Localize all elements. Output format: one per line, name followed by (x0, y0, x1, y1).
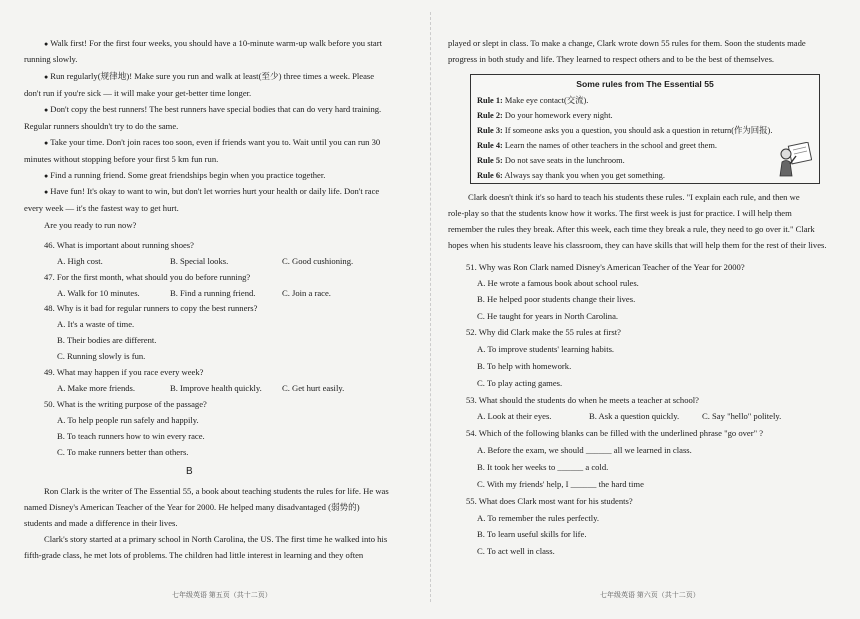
option-50c[interactable]: C. To make runners better than others. (57, 447, 189, 457)
question-55: 55. What does Clark most want for his students? (466, 496, 633, 506)
section-heading: B (186, 466, 193, 477)
passage-line: remember the rules they break. After this week, each time they break a rule, they need to go over it." Clark (448, 224, 815, 234)
passage-line: ● Have fun! It's okay to want to win, but don't let worries hurt your health or daily life. Don't race (44, 186, 379, 198)
rule-item: Rule 6: Always say thank you when you get something. (477, 171, 665, 180)
passage-line: ● Find a running friend. Some great friendships begin when you practice together. (44, 170, 325, 182)
option-54a[interactable]: A. Before the exam, we should ______ all we learned in class. (477, 445, 692, 455)
rule-item: Rule 4: Learn the names of other teachers in the school and greet them. (477, 141, 718, 150)
rule-item: Rule 2: Do your homework every night. (477, 111, 613, 120)
option-46c[interactable]: C. Good cushioning. (282, 256, 354, 266)
option-53b[interactable]: B. Ask a question quickly. (589, 411, 680, 421)
rule-item: Rule 1: Make eye contact(交流). (477, 96, 589, 105)
option-50b[interactable]: B. To teach runners how to win every race. (57, 431, 205, 441)
passage-line: ● Take your time. Don't join races too soon, even if friends want you to. Wait until you can run 30 (44, 137, 380, 149)
option-52b[interactable]: B. To help with homework. (477, 361, 572, 371)
option-49a[interactable]: A. Make more friends. (57, 383, 136, 393)
passage-b-line: fifth-grade class, he met lots of problems. The children had little interest in learning and they often (24, 550, 364, 560)
question-46: 46. What is important about running shoes? (44, 240, 194, 250)
option-48c[interactable]: C. Running slowly is fun. (57, 351, 146, 361)
passage-line: Clark doesn't think it's so hard to teach his students these rules. "I explain each rule, and then we (468, 192, 800, 202)
page-divider (430, 12, 431, 602)
passage-b-line: Clark's story started at a primary school in North Carolina, the US. The first time he walked into his (44, 534, 388, 544)
passage-line: minutes without stopping before your first 5 km fun run. (24, 154, 219, 164)
rule-item: Rule 5: Do not save seats in the lunchroom. (477, 156, 625, 165)
passage-line: ● Don't copy the best runners! The best runners have special bodies that can do very hard training. (44, 104, 381, 116)
passage-line: every week — it's the fastest way to get hurt. (24, 203, 179, 213)
option-47a[interactable]: A. Walk for 10 minutes. (57, 288, 140, 298)
option-47c[interactable]: C. Join a race. (282, 288, 331, 298)
passage-line: played or slept in class. To make a change, Clark wrote down 55 rules for them. Soon the students made (448, 38, 806, 48)
option-48a[interactable]: A. It's a waste of time. (57, 319, 135, 329)
option-54c[interactable]: C. With my friends' help, I ______ the hard time (477, 479, 644, 489)
option-55c[interactable]: C. To act well in class. (477, 546, 555, 556)
passage-line: ● Run regularly(规律地)! Make sure you run and walk at least(至少) three times a week. Please (44, 71, 374, 83)
option-52a[interactable]: A. To improve students' learning habits. (477, 344, 615, 354)
passage-line: don't run if you're sick — it will make your get-better time longer. (24, 88, 252, 98)
option-51c[interactable]: C. He taught for years in North Carolina. (477, 311, 619, 321)
question-53: 53. What should the students do when he meets a teacher at school? (466, 395, 700, 405)
passage-b-line: named Disney's American Teacher of the Year for 2000. He helped many disadvantaged (弱势的) (24, 502, 360, 512)
option-49c[interactable]: C. Get hurt easily. (282, 383, 345, 393)
option-50a[interactable]: A. To help people run safely and happily. (57, 415, 199, 425)
option-55a[interactable]: A. To remember the rules perfectly. (477, 513, 600, 523)
page-footer: 七年级英语 第六页（共十二页） (600, 591, 700, 599)
passage-line: ● Walk first! For the first four weeks, you should have a 10-minute warm-up walk before you start (44, 38, 382, 50)
page-footer: 七年级英语 第五页（共十二页） (172, 591, 272, 599)
question-48: 48. Why is it bad for regular runners to copy the best runners? (44, 303, 258, 313)
question-49: 49. What may happen if you race every week? (44, 367, 204, 377)
option-51a[interactable]: A. He wrote a famous book about school rules. (477, 278, 639, 288)
passage-b-line: Ron Clark is the writer of The Essential 55, a book about teaching students the rules for life. He was (44, 486, 389, 496)
question-54: 54. Which of the following blanks can be filled with the underlined phrase "go over" ? (466, 428, 764, 438)
option-52c[interactable]: C. To play acting games. (477, 378, 563, 388)
question-50: 50. What is the writing purpose of the passage? (44, 399, 207, 409)
passage-line: hopes when his students leave his classroom, they can have skills that will help them for the rest of their lives. (448, 240, 827, 250)
option-49b[interactable]: B. Improve health quickly. (170, 383, 262, 393)
passage-line: running slowly. (24, 54, 78, 64)
question-51: 51. Why was Ron Clark named Disney's American Teacher of the Year for 2000? (466, 262, 745, 272)
option-46a[interactable]: A. High cost. (57, 256, 103, 266)
option-47b[interactable]: B. Find a running friend. (170, 288, 256, 298)
option-53c[interactable]: C. Say "hello" politely. (702, 411, 782, 421)
option-46b[interactable]: B. Special looks. (170, 256, 229, 266)
option-51b[interactable]: B. He helped poor students change their lives. (477, 294, 636, 304)
option-53a[interactable]: A. Look at their eyes. (477, 411, 552, 421)
passage-line: progress in both study and life. They learned to respect others and to be the best of themselves. (448, 54, 775, 64)
rules-box (470, 74, 820, 184)
option-54b[interactable]: B. It took her weeks to ______ a cold. (477, 462, 609, 472)
teacher-cartoon-icon (776, 142, 812, 178)
rule-item: Rule 3: If someone asks you a question, you should ask a question in return(作为回报). (477, 126, 773, 135)
question-52: 52. Why did Clark make the 55 rules at first? (466, 327, 621, 337)
option-48b[interactable]: B. Their bodies are different. (57, 335, 157, 345)
passage-line: role-play so that the students know how it works. The first week is just for practice. I will help them (448, 208, 792, 218)
passage-line: Regular runners shouldn't try to do the same. (24, 121, 179, 131)
passage-b-line: students and made a difference in their lives. (24, 518, 178, 528)
passage-line: Are you ready to run now? (44, 220, 137, 230)
question-47: 47. For the first month, what should you do before running? (44, 272, 251, 282)
option-55b[interactable]: B. To learn useful skills for life. (477, 529, 587, 539)
rules-box-title: Some rules from The Essential 55 (576, 79, 714, 89)
